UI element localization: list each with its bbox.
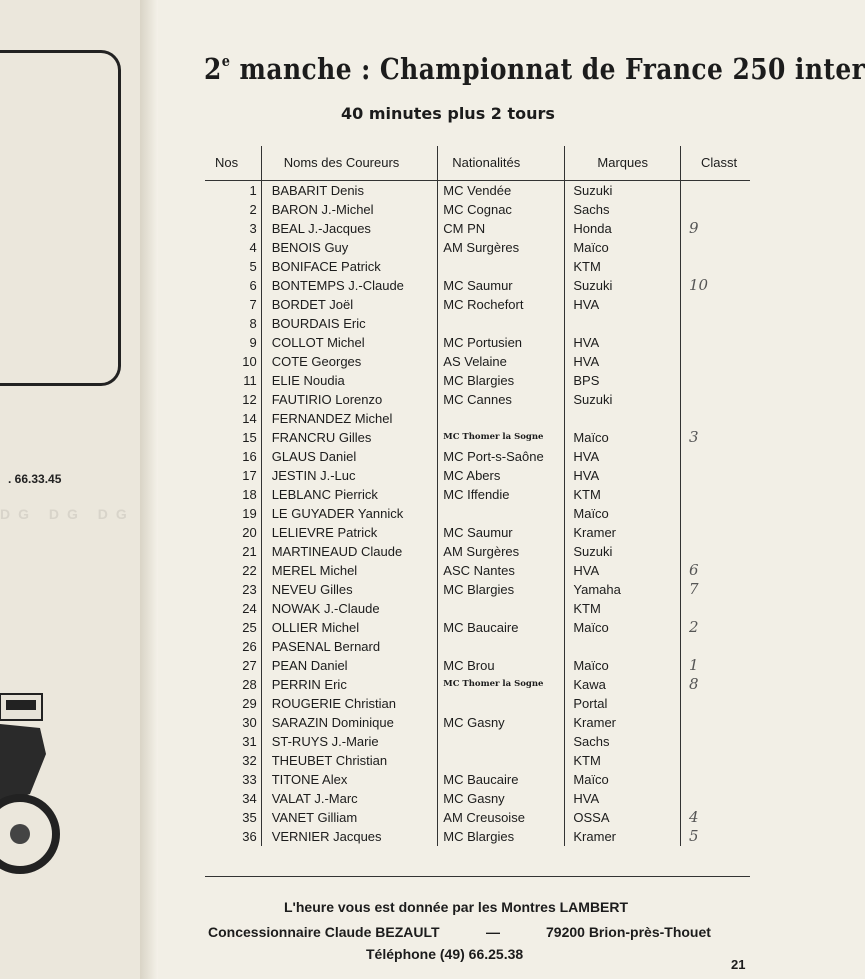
- table-header-row: [205, 146, 750, 180]
- rider-classement: 10: [689, 275, 709, 294]
- rider-brand: HVA: [565, 352, 681, 371]
- rider-classement: [681, 333, 750, 352]
- rider-name: VERNIER Jacques: [261, 827, 438, 846]
- rider-name: ROUGERIE Christian: [261, 694, 438, 713]
- rider-classement: [681, 238, 750, 257]
- table-body: [205, 180, 750, 846]
- rider-classement: 1: [689, 655, 699, 674]
- rider-nationality: AM Surgères: [438, 238, 565, 257]
- rider-name: VALAT J.-Marc: [261, 789, 438, 808]
- footer-dealer-name: Concessionnaire Claude BEZAULT: [208, 924, 440, 940]
- rider-nationality: AM Creusoise: [438, 808, 565, 827]
- rider-nationality: MC Portusien: [438, 333, 565, 352]
- rider-classement: [681, 352, 750, 371]
- table-row: [205, 200, 750, 219]
- rider-number: 25: [205, 618, 261, 637]
- table-row: [205, 428, 750, 447]
- rider-classement: [681, 637, 750, 656]
- rider-nationality: ASC Nantes: [438, 561, 565, 580]
- table-row: [205, 751, 750, 770]
- rider-brand: [565, 637, 681, 656]
- table-row: [205, 180, 750, 200]
- col-header-classement: Classt: [681, 146, 750, 180]
- rider-number: 34: [205, 789, 261, 808]
- table-row: [205, 371, 750, 390]
- rider-nationality: MC Cannes: [438, 390, 565, 409]
- rider-number: 8: [205, 314, 261, 333]
- rider-nationality: MC Abers: [438, 466, 565, 485]
- rider-number: 32: [205, 751, 261, 770]
- table-row: [205, 409, 750, 428]
- table-row: [205, 770, 750, 789]
- left-facing-page: [0, 0, 148, 979]
- rider-nationality: CM PN: [438, 219, 565, 238]
- rider-nationality: AM Surgères: [438, 542, 565, 561]
- rider-classement: [681, 770, 750, 789]
- rider-brand: Maïco: [565, 770, 681, 789]
- rider-nationality: MC Baucaire: [438, 770, 565, 789]
- rider-classement: [681, 751, 750, 770]
- col-header-name: Noms des Coureurs: [261, 146, 438, 180]
- rider-classement: [681, 257, 750, 276]
- rider-number: 18: [205, 485, 261, 504]
- footer-dealer-location: 79200 Brion-près-Thouet: [546, 924, 711, 940]
- left-page-frame-top: [0, 50, 121, 386]
- rider-name: COLLOT Michel: [261, 333, 438, 352]
- rider-number: 30: [205, 713, 261, 732]
- rider-nationality: MC Vendée: [438, 180, 565, 200]
- rider-classement: [681, 732, 750, 751]
- rider-brand: Maïco: [565, 504, 681, 523]
- rider-name: GLAUS Daniel: [261, 447, 438, 466]
- rider-classement: [681, 542, 750, 561]
- rider-nationality: MC Gasny: [438, 713, 565, 732]
- rider-brand: Portal: [565, 694, 681, 713]
- col-header-no: Nos: [205, 146, 261, 180]
- rider-classement: [681, 200, 750, 219]
- rider-number: 16: [205, 447, 261, 466]
- rider-nationality: MC Iffendie: [438, 485, 565, 504]
- rider-classement: [681, 504, 750, 523]
- page-title: [204, 52, 865, 86]
- rider-brand: HVA: [565, 333, 681, 352]
- rider-nationality: MC Brou: [438, 656, 565, 675]
- rider-classement: 7: [689, 579, 699, 598]
- rider-nationality: [438, 751, 565, 770]
- rider-brand: KTM: [565, 599, 681, 618]
- title-prefix: 2: [204, 52, 222, 86]
- rider-nationality: MC Rochefort: [438, 295, 565, 314]
- rider-number: 9: [205, 333, 261, 352]
- table-row: [205, 257, 750, 276]
- rider-name: LEBLANC Pierrick: [261, 485, 438, 504]
- rider-name: MEREL Michel: [261, 561, 438, 580]
- rider-number: 5: [205, 257, 261, 276]
- rider-classement: [681, 390, 750, 409]
- rider-number: 3: [205, 219, 261, 238]
- rider-classement: [681, 180, 750, 200]
- rider-classement: [681, 485, 750, 504]
- rider-classement: [681, 314, 750, 333]
- table-row: [205, 219, 750, 238]
- rider-nationality: MC Blargies: [438, 580, 565, 599]
- rider-name: COTE Georges: [261, 352, 438, 371]
- rider-brand: Yamaha: [565, 580, 681, 599]
- rider-name: NOWAK J.-Claude: [261, 599, 438, 618]
- rider-brand: Suzuki: [565, 542, 681, 561]
- title-superscript: e: [221, 52, 231, 70]
- rider-name: BONTEMPS J.-Claude: [261, 276, 438, 295]
- rider-brand: KTM: [565, 485, 681, 504]
- book-spine: [140, 0, 158, 979]
- rider-classement: 9: [689, 218, 699, 237]
- rider-name: BOURDAIS Eric: [261, 314, 438, 333]
- rider-classement: [681, 447, 750, 466]
- rider-nationality: MC Saumur: [438, 276, 565, 295]
- table-row: [205, 580, 750, 599]
- footer-phone: Téléphone (49) 66.25.38: [366, 946, 524, 962]
- rider-nationality: [438, 409, 565, 428]
- rider-nationality: MC Thomer la Sogne: [438, 675, 565, 694]
- col-header-nationality: Nationalités: [438, 146, 565, 180]
- rider-name: BABARIT Denis: [261, 180, 438, 200]
- rider-brand: Honda: [565, 219, 681, 238]
- table-row: [205, 694, 750, 713]
- rider-brand: OSSA: [565, 808, 681, 827]
- rider-brand: HVA: [565, 789, 681, 808]
- rider-nationality: MC Saumur: [438, 523, 565, 542]
- rider-classement: 2: [689, 617, 699, 636]
- table-row: [205, 637, 750, 656]
- rider-brand: BPS: [565, 371, 681, 390]
- footer-dash: —: [486, 924, 500, 940]
- rider-name: THEUBET Christian: [261, 751, 438, 770]
- page-subtitle: 40 minutes plus 2 tours: [341, 104, 555, 123]
- rider-brand: [565, 409, 681, 428]
- table-row: [205, 276, 750, 295]
- rider-number: 20: [205, 523, 261, 542]
- table-row: [205, 599, 750, 618]
- table-row: [205, 390, 750, 409]
- table-row: [205, 827, 750, 846]
- rider-number: 4: [205, 238, 261, 257]
- rider-brand: HVA: [565, 295, 681, 314]
- rider-classement: [681, 409, 750, 428]
- table-row: [205, 238, 750, 257]
- table-row: [205, 732, 750, 751]
- left-page-watermark: DG DG DG: [0, 506, 135, 522]
- table-row: [205, 808, 750, 827]
- rider-name: BEAL J.-Jacques: [261, 219, 438, 238]
- rider-number: 33: [205, 770, 261, 789]
- rider-number: 2: [205, 200, 261, 219]
- rider-number: 11: [205, 371, 261, 390]
- rider-number: 31: [205, 732, 261, 751]
- rider-brand: HVA: [565, 561, 681, 580]
- rider-brand: Suzuki: [565, 276, 681, 295]
- motorcycle-illustration: [0, 684, 60, 884]
- rider-nationality: MC Cognac: [438, 200, 565, 219]
- rider-name: OLLIER Michel: [261, 618, 438, 637]
- rider-number: 7: [205, 295, 261, 314]
- table-row: [205, 295, 750, 314]
- rider-name: ST-RUYS J.-Marie: [261, 732, 438, 751]
- col-header-brand: Marques: [565, 146, 681, 180]
- rider-classement: [681, 371, 750, 390]
- rider-number: 26: [205, 637, 261, 656]
- table-row: [205, 333, 750, 352]
- rider-nationality: MC Baucaire: [438, 618, 565, 637]
- table-row: [205, 618, 750, 637]
- table-row: [205, 789, 750, 808]
- table-row: [205, 542, 750, 561]
- rider-brand: Kawa: [565, 675, 681, 694]
- rider-classement: 6: [689, 560, 699, 579]
- rider-name: PERRIN Eric: [261, 675, 438, 694]
- rider-name: BARON J.-Michel: [261, 200, 438, 219]
- table-row: [205, 656, 750, 675]
- table-row: [205, 561, 750, 580]
- rider-name: MARTINEAUD Claude: [261, 542, 438, 561]
- left-page-phone: . 66.33.45: [8, 472, 62, 486]
- footer-dealer-line: [208, 924, 711, 940]
- rider-classement: [681, 295, 750, 314]
- rider-name: PASENAL Bernard: [261, 637, 438, 656]
- rider-brand: Maïco: [565, 618, 681, 637]
- rider-brand: Sachs: [565, 200, 681, 219]
- rider-classement: [681, 694, 750, 713]
- results-page: [158, 0, 865, 979]
- table-row: [205, 314, 750, 333]
- rider-brand: Suzuki: [565, 390, 681, 409]
- rider-number: 12: [205, 390, 261, 409]
- rider-nationality: [438, 599, 565, 618]
- rider-number: 24: [205, 599, 261, 618]
- rider-brand: Suzuki: [565, 180, 681, 200]
- rider-name: BORDET Joël: [261, 295, 438, 314]
- table-row: [205, 466, 750, 485]
- rider-number: 10: [205, 352, 261, 371]
- rider-name: LELIEVRE Patrick: [261, 523, 438, 542]
- rider-classement: [681, 599, 750, 618]
- rider-brand: Sachs: [565, 732, 681, 751]
- rider-name: FERNANDEZ Michel: [261, 409, 438, 428]
- table-row: [205, 675, 750, 694]
- rider-nationality: [438, 314, 565, 333]
- rider-brand: [565, 314, 681, 333]
- rider-classement: 5: [689, 826, 699, 845]
- rider-number: 6: [205, 276, 261, 295]
- rider-number: 14: [205, 409, 261, 428]
- rider-brand: Maïco: [565, 428, 681, 447]
- rider-name: JESTIN J.-Luc: [261, 466, 438, 485]
- results-table: [205, 146, 750, 846]
- rider-nationality: [438, 694, 565, 713]
- rider-nationality: MC Port-s-Saône: [438, 447, 565, 466]
- rider-nationality: [438, 732, 565, 751]
- rider-number: 17: [205, 466, 261, 485]
- rider-classement: [681, 713, 750, 732]
- rider-brand: HVA: [565, 466, 681, 485]
- rider-nationality: MC Blargies: [438, 827, 565, 846]
- rider-number: 1: [205, 180, 261, 200]
- title-text: manche : Championnat de France 250 inter: [230, 52, 865, 86]
- rider-brand: HVA: [565, 447, 681, 466]
- rider-name: PEAN Daniel: [261, 656, 438, 675]
- rider-number: 15: [205, 428, 261, 447]
- rider-nationality: MC Gasny: [438, 789, 565, 808]
- table-row: [205, 447, 750, 466]
- rider-name: TITONE Alex: [261, 770, 438, 789]
- rider-name: BONIFACE Patrick: [261, 257, 438, 276]
- table-row: [205, 352, 750, 371]
- rider-nationality: [438, 257, 565, 276]
- rider-nationality: [438, 637, 565, 656]
- rider-name: ELIE Noudia: [261, 371, 438, 390]
- table-row: [205, 713, 750, 732]
- rider-brand: Maïco: [565, 656, 681, 675]
- rider-number: 36: [205, 827, 261, 846]
- rider-brand: Kramer: [565, 523, 681, 542]
- page-number: 21: [731, 957, 746, 972]
- table-row: [205, 485, 750, 504]
- rider-brand: KTM: [565, 751, 681, 770]
- rider-name: SARAZIN Dominique: [261, 713, 438, 732]
- rider-classement: 3: [689, 427, 699, 446]
- rider-brand: Kramer: [565, 827, 681, 846]
- rider-number: 27: [205, 656, 261, 675]
- rider-nationality: [438, 504, 565, 523]
- rider-classement: [681, 789, 750, 808]
- rider-number: 28: [205, 675, 261, 694]
- rider-number: 29: [205, 694, 261, 713]
- rider-classement: 8: [689, 674, 699, 693]
- rider-number: 21: [205, 542, 261, 561]
- rider-name: FRANCRU Gilles: [261, 428, 438, 447]
- rider-nationality: MC Thomer la Sogne: [438, 428, 565, 447]
- rider-number: 22: [205, 561, 261, 580]
- table-row: [205, 504, 750, 523]
- rider-name: VANET Gilliam: [261, 808, 438, 827]
- rider-brand: KTM: [565, 257, 681, 276]
- rider-nationality: AS Velaine: [438, 352, 565, 371]
- table-row: [205, 523, 750, 542]
- rider-brand: Maïco: [565, 238, 681, 257]
- rider-classement: [681, 523, 750, 542]
- rider-name: LE GUYADER Yannick: [261, 504, 438, 523]
- footer-sponsor-line: L'heure vous est donnée par les Montres LAMBERT: [284, 899, 629, 915]
- rider-classement: [681, 466, 750, 485]
- rider-name: FAUTIRIO Lorenzo: [261, 390, 438, 409]
- rider-number: 23: [205, 580, 261, 599]
- rider-number: 35: [205, 808, 261, 827]
- rider-classement: 4: [689, 807, 699, 826]
- footer-divider: [205, 876, 750, 877]
- rider-nationality: MC Blargies: [438, 371, 565, 390]
- rider-name: BENOIS Guy: [261, 238, 438, 257]
- rider-brand: Kramer: [565, 713, 681, 732]
- rider-name: NEVEU Gilles: [261, 580, 438, 599]
- rider-number: 19: [205, 504, 261, 523]
